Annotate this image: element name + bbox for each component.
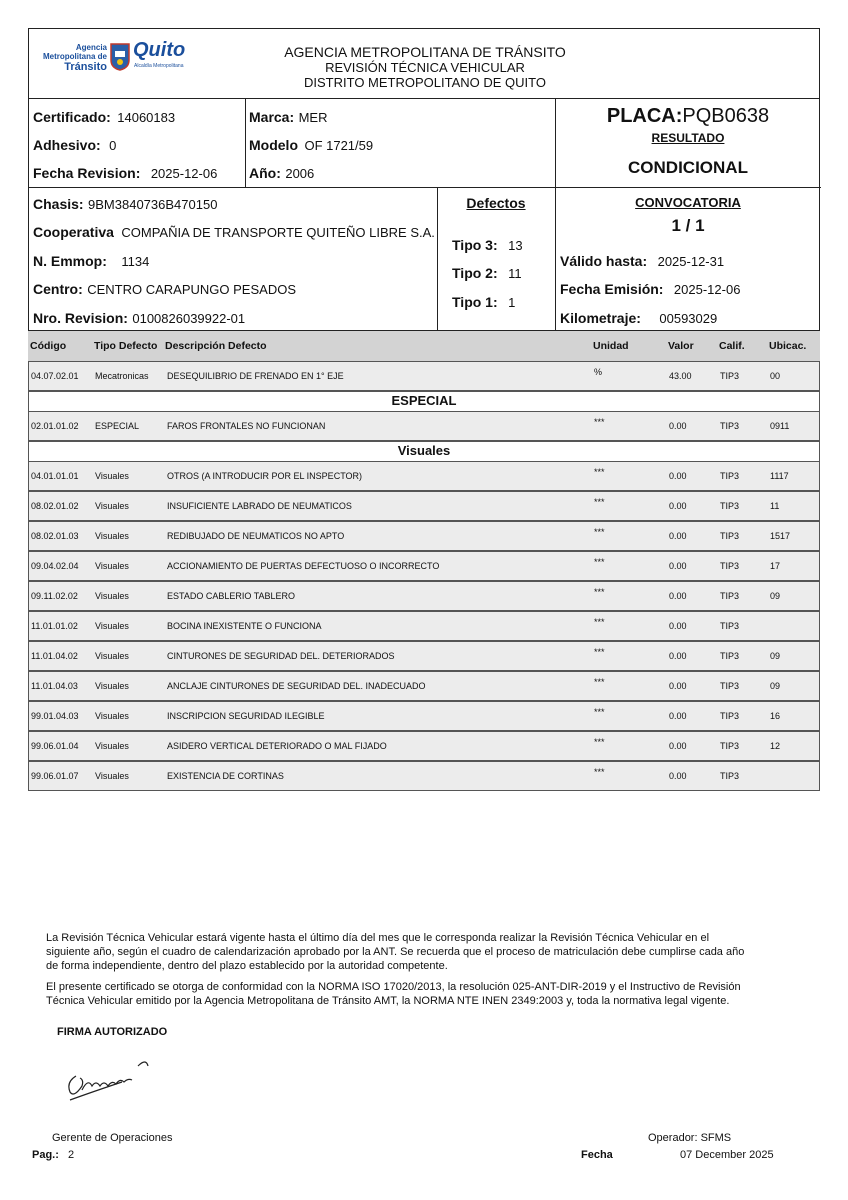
- cell-valor: 0.00: [669, 741, 687, 751]
- cell-descripcion: REDIBUJADO DE NEUMATICOS NO APTO: [167, 531, 345, 541]
- logo-text-transito: Tránsito: [64, 61, 107, 73]
- vehicle-info-block: [28, 98, 820, 331]
- cell-unidad: ***: [594, 497, 605, 507]
- cell-codigo: 04.01.01.01: [31, 471, 79, 481]
- fecha-revision-value: 2025-12-06: [150, 166, 218, 181]
- cell-unidad: ***: [594, 467, 605, 477]
- cell-valor: 0.00: [669, 681, 687, 691]
- cell-descripcion: INSCRIPCION SEGURIDAD ILEGIBLE: [167, 711, 325, 721]
- emmop-field: [33, 253, 149, 271]
- cell-tipo-defecto: Visuales: [95, 471, 129, 481]
- section-header: Visuales: [28, 441, 820, 462]
- cell-valor: 0.00: [669, 621, 687, 631]
- signature-image: [62, 1056, 158, 1106]
- cell-ubicac: 00: [770, 371, 781, 381]
- anio-value: 2006: [285, 166, 315, 181]
- cell-unidad: ***: [594, 767, 605, 777]
- cell-unidad: ***: [594, 707, 605, 717]
- tipo3-field: [452, 237, 523, 255]
- cell-valor: 0.00: [669, 651, 687, 661]
- tipo2-label: Tipo 2:: [452, 265, 498, 281]
- cell-calif: TIP3: [720, 771, 740, 781]
- cell-tipo-defecto: Visuales: [95, 681, 129, 691]
- cell-calif: TIP3: [720, 651, 740, 661]
- cell-descripcion: ANCLAJE CINTURONES DE SEGURIDAD DEL. INADECUADO: [167, 681, 426, 691]
- resultado-label: RESULTADO: [651, 131, 725, 145]
- chasis-value: 9BM3840736B470150: [88, 197, 218, 212]
- cell-tipo-defecto: Visuales: [95, 591, 129, 601]
- defects-table-header: [28, 331, 820, 361]
- cell-tipo-defecto: Visuales: [95, 771, 129, 781]
- cell-descripcion: INSUFICIENTE LABRADO DE NEUMATICOS: [167, 501, 352, 511]
- nro-revision-value: 0100826039922-01: [132, 311, 246, 326]
- modelo-value: OF 1721/59: [304, 138, 374, 153]
- anio-label: Año:: [249, 165, 281, 181]
- cell-calif: TIP3: [720, 371, 740, 381]
- cell-valor: 43.00: [669, 371, 692, 381]
- page-value: 2: [67, 1149, 75, 1161]
- table-row: [28, 491, 820, 521]
- cell-ubicac: 11: [770, 501, 780, 511]
- cell-valor: 0.00: [669, 421, 687, 431]
- placa-value: PQB0638: [682, 105, 770, 127]
- cell-ubicac: 09: [770, 651, 781, 661]
- adhesivo-value: 0: [109, 138, 117, 153]
- marca-value: MER: [298, 110, 328, 125]
- cell-unidad: %: [594, 367, 603, 377]
- cell-tipo-defecto: Visuales: [95, 561, 129, 571]
- table-row: [28, 731, 820, 761]
- km-label: Kilometraje:: [560, 310, 641, 326]
- vigencia-paragraph: La Revisión Técnica Vehicular estará vigente hasta el último día del mes que le corresponda realizar la Revisión Técnica Vehicular en el siguiente año, según el cuadro de calendarización aprobado por la ANT. Se recuerda que el proceso de matriculación debe cumplirse cada año de forma independiente, dentro del plazo establecido por la autoridad competente.: [46, 932, 745, 972]
- cell-codigo: 11.01.01.02: [31, 621, 78, 631]
- cell-tipo-defecto: Visuales: [95, 501, 129, 511]
- modelo-label: Modelo: [249, 137, 298, 153]
- cell-codigo: 11.01.04.03: [31, 681, 78, 691]
- col-calif: Calif.: [719, 340, 745, 352]
- fecha-revision-field: [33, 165, 217, 183]
- certificado-label: Certificado:: [33, 109, 111, 125]
- tipo2-field: [452, 265, 522, 283]
- cell-descripcion: ASIDERO VERTICAL DETERIORADO O MAL FIJADO: [167, 741, 387, 751]
- cell-valor: 0.00: [669, 771, 687, 781]
- table-row: [28, 641, 820, 671]
- cell-codigo: 11.01.04.02: [31, 651, 78, 661]
- cell-calif: TIP3: [720, 531, 740, 541]
- cell-unidad: ***: [594, 557, 605, 567]
- table-row: [28, 761, 820, 791]
- cell-descripcion: ACCIONAMIENTO DE PUERTAS DEFECTUOSO O INCORRECTO: [167, 561, 440, 571]
- col-unidad: Unidad: [593, 340, 629, 352]
- cell-ubicac: 0911: [770, 421, 790, 431]
- cell-unidad: ***: [594, 527, 605, 537]
- page-label: Pag.:: [32, 1149, 59, 1161]
- cell-descripcion: OTROS (A INTRODUCIR POR EL INSPECTOR): [167, 471, 363, 481]
- table-row: [28, 521, 820, 551]
- emision-label: Fecha Emisión:: [560, 281, 664, 297]
- marca-label: Marca:: [249, 109, 295, 125]
- modelo-field: [249, 137, 373, 155]
- table-row: [28, 411, 820, 441]
- logo-text-quito: Quito: [133, 39, 186, 61]
- cell-codigo: 99.06.01.04: [31, 741, 79, 751]
- cell-calif: TIP3: [720, 621, 740, 631]
- cell-valor: 0.00: [669, 471, 687, 481]
- nro-revision-label: Nro. Revision:: [33, 310, 128, 326]
- fecha-label: Fecha: [581, 1149, 613, 1161]
- logo-text-metropolitana: Metropolitana de: [42, 52, 107, 61]
- section-header: ESPECIAL: [28, 391, 820, 412]
- cell-codigo: 99.06.01.07: [31, 771, 79, 781]
- col-codigo: Código: [30, 340, 67, 352]
- tipo1-label: Tipo 1:: [452, 294, 498, 310]
- cell-tipo-defecto: Mecatronicas: [95, 371, 149, 381]
- km-field: [560, 310, 717, 328]
- cell-unidad: ***: [594, 647, 605, 657]
- valido-label: Válido hasta:: [560, 253, 648, 269]
- cell-tipo-defecto: Visuales: [95, 741, 129, 751]
- logo-text-alcaldia: Alcaldía Metropolitana: [134, 63, 184, 69]
- cell-ubicac: 1117: [770, 471, 789, 481]
- firma-autorizado-label: FIRMA AUTORIZADO: [57, 1026, 168, 1038]
- valido-field: [560, 253, 724, 271]
- convocatoria-label: CONVOCATORIA: [635, 195, 741, 210]
- defectos-label: Defectos: [466, 195, 526, 211]
- page-number: [32, 1149, 74, 1161]
- cell-calif: TIP3: [720, 561, 740, 571]
- cell-ubicac: 1517: [770, 531, 791, 541]
- table-row: [28, 551, 820, 581]
- centro-label: Centro:: [33, 281, 83, 297]
- chasis-field: [33, 196, 217, 214]
- table-row: [28, 461, 820, 491]
- fecha-value: 07 December 2025: [680, 1149, 774, 1161]
- cell-calif: TIP3: [720, 471, 740, 481]
- cell-ubicac: 12: [770, 741, 781, 751]
- cell-descripcion: DESEQUILIBRIO DE FRENADO EN 1° EJE: [167, 371, 344, 381]
- cell-ubicac: 09: [770, 681, 781, 691]
- cell-valor: 0.00: [669, 531, 687, 541]
- nro-revision-field: [33, 310, 245, 328]
- emmop-label: N. Emmop:: [33, 253, 107, 269]
- cell-valor: 0.00: [669, 591, 687, 601]
- cell-codigo: 09.04.02.04: [31, 561, 79, 571]
- fecha-revision-label: Fecha Revision:: [33, 165, 141, 181]
- marca-field: [249, 109, 327, 127]
- operador-label: Operador: SFMS: [648, 1132, 732, 1144]
- table-row: [28, 611, 820, 641]
- table-row: [28, 701, 820, 731]
- certificado-value: 14060183: [117, 110, 176, 125]
- header-subtitle: REVISIÓN TÉCNICA VEHICULAR: [325, 60, 525, 75]
- table-row: [28, 361, 820, 391]
- cooperativa-label: Cooperativa: [33, 224, 114, 240]
- conformidad-paragraph: El presente certificado se otorga de conformidad con la NORMA ISO 17020/2013, la resolución 025-ANT-DIR-2019 y el Instructivo de Revisión Técnica Vehicular emitido por la Agencia Metropolitana de Tránsito AMT, la NORMA NTE INEN 2349:2003 y, toda la normativa legal vigente.: [46, 981, 741, 1007]
- cell-valor: 0.00: [669, 561, 687, 571]
- cell-valor: 0.00: [669, 501, 687, 511]
- placa-field: [555, 105, 821, 128]
- cell-ubicac: 09: [770, 591, 781, 601]
- centro-field: [33, 281, 296, 299]
- adhesivo-label: Adhesivo:: [33, 137, 101, 153]
- col-valor: Valor: [668, 340, 694, 352]
- cell-unidad: ***: [594, 417, 605, 427]
- header-district: DISTRITO METROPOLITANO DE QUITO: [304, 75, 546, 90]
- cell-calif: TIP3: [720, 591, 740, 601]
- cell-codigo: 99.01.04.03: [31, 711, 79, 721]
- emision-field: [560, 281, 740, 299]
- cell-codigo: 02.01.01.02: [31, 421, 79, 431]
- cell-tipo-defecto: ESPECIAL: [95, 421, 140, 431]
- cell-unidad: ***: [594, 737, 605, 747]
- cell-tipo-defecto: Visuales: [95, 711, 129, 721]
- cell-ubicac: 16: [770, 711, 781, 721]
- cell-codigo: 08.02.01.03: [31, 531, 79, 541]
- tipo2-value: 11: [508, 266, 522, 281]
- cell-unidad: ***: [594, 587, 605, 597]
- table-row: [28, 581, 820, 611]
- table-row: [28, 671, 820, 701]
- placa-label: PLACA:: [606, 105, 683, 127]
- col-ubicac: Ubicac.: [769, 340, 807, 352]
- cell-calif: TIP3: [720, 681, 740, 691]
- chasis-label: Chasis:: [33, 196, 84, 212]
- emmop-value: 1134: [121, 254, 150, 269]
- tipo1-field: [452, 294, 515, 312]
- adhesivo-field: [33, 137, 116, 155]
- cooperativa-value: COMPAÑIA DE TRANSPORTE QUITEÑO LIBRE S.A.: [121, 225, 435, 240]
- cell-codigo: 04.07.02.01: [31, 371, 79, 381]
- cell-calif: TIP3: [720, 501, 740, 511]
- resultado-value: CONDICIONAL: [628, 158, 748, 177]
- cell-descripcion: CINTURONES DE SEGURIDAD DEL. DETERIORADOS: [167, 651, 395, 661]
- cell-ubicac: 17: [770, 561, 781, 571]
- header-title: AGENCIA METROPOLITANA DE TRÁNSITO: [284, 44, 566, 60]
- cooperativa-field: [33, 224, 435, 242]
- logo-text-agencia: Agencia: [75, 43, 107, 52]
- convocatoria-value: 1 / 1: [671, 216, 705, 235]
- km-value: 00593029: [659, 311, 718, 326]
- emision-value: 2025-12-06: [673, 282, 741, 297]
- col-tipo-defecto: Tipo Defecto: [94, 340, 158, 352]
- gerente-label: Gerente de Operaciones: [52, 1132, 173, 1144]
- tipo3-value: 13: [508, 238, 523, 253]
- col-descripcion: Descripción Defecto: [165, 340, 267, 352]
- cell-valor: 0.00: [669, 711, 687, 721]
- cell-codigo: 08.02.01.02: [31, 501, 79, 511]
- document-header: [28, 28, 820, 99]
- cell-descripcion: BOCINA INEXISTENTE O FUNCIONA: [167, 621, 322, 631]
- cell-tipo-defecto: Visuales: [95, 531, 129, 541]
- cell-unidad: ***: [594, 617, 605, 627]
- certificado-field: [33, 109, 175, 127]
- cell-descripcion: FAROS FRONTALES NO FUNCIONAN: [167, 421, 326, 431]
- cell-unidad: ***: [594, 677, 605, 687]
- cell-tipo-defecto: Visuales: [95, 651, 129, 661]
- cell-calif: TIP3: [720, 741, 740, 751]
- cell-calif: TIP3: [720, 421, 740, 431]
- cell-codigo: 09.11.02.02: [31, 591, 78, 601]
- anio-field: [249, 165, 314, 183]
- centro-value: CENTRO CARAPUNGO PESADOS: [87, 282, 296, 297]
- cell-calif: TIP3: [720, 711, 740, 721]
- tipo1-value: 1: [508, 295, 516, 310]
- cell-tipo-defecto: Visuales: [95, 621, 129, 631]
- cell-descripcion: EXISTENCIA DE CORTINAS: [167, 771, 284, 781]
- tipo3-label: Tipo 3:: [452, 237, 498, 253]
- cell-descripcion: ESTADO CABLERIO TABLERO: [167, 591, 296, 601]
- valido-value: 2025-12-31: [657, 254, 725, 269]
